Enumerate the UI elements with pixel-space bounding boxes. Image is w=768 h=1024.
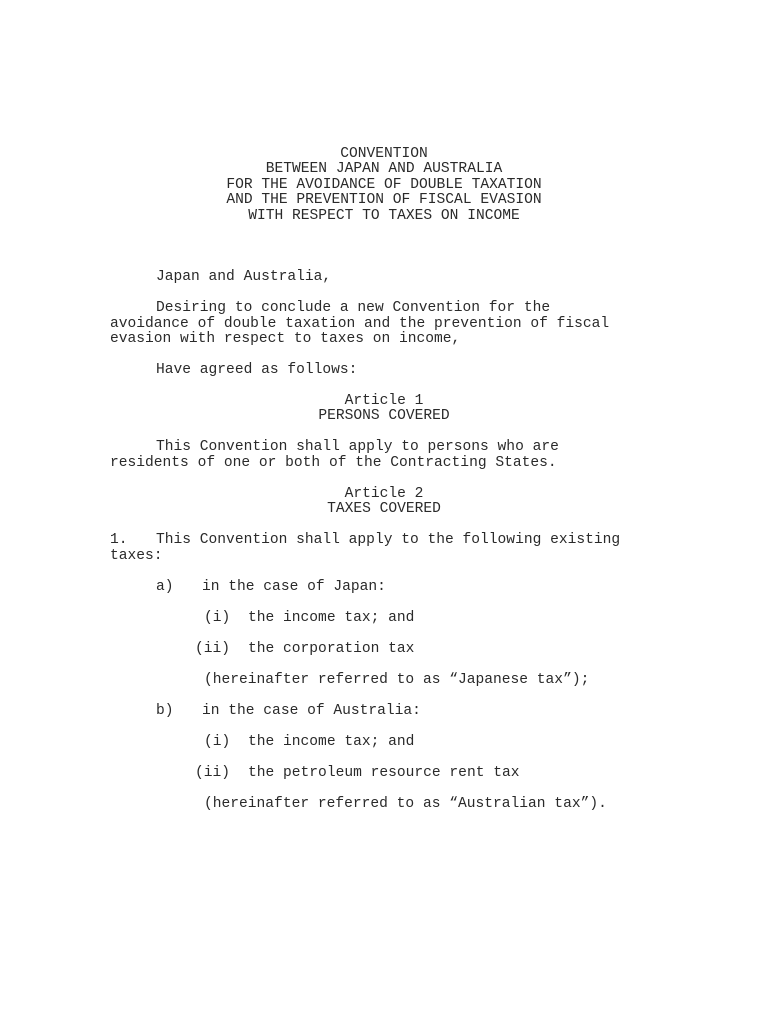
item-a-i-text: the income tax; and — [248, 610, 415, 626]
item-a-ii-text: the corporation tax — [248, 641, 415, 657]
desiring-line-1: Desiring to conclude a new Convention for the — [156, 300, 551, 316]
title-line-5: WITH RESPECT TO TAXES ON INCOME — [248, 208, 520, 224]
title-line-3: FOR THE AVOIDANCE OF DOUBLE TAXATION — [226, 177, 542, 193]
article-2-subheading: TAXES COVERED — [327, 501, 441, 517]
item-a-ii-number: (ii) — [195, 641, 231, 657]
item-b-text: in the case of Australia: — [202, 703, 421, 719]
parties-line: Japan and Australia, — [156, 269, 332, 285]
item-a-text: in the case of Japan: — [202, 579, 386, 595]
item-a-label: a) — [156, 579, 174, 595]
paragraph-1-line-2: taxes: — [110, 548, 163, 564]
desiring-line-3: evasion with respect to taxes on income, — [110, 331, 461, 347]
item-a-i-number: (i) — [204, 610, 231, 626]
article-1-text-line-1: This Convention shall apply to persons who are — [156, 439, 559, 455]
title-line-2: BETWEEN JAPAN AND AUSTRALIA — [265, 161, 503, 177]
item-a-note: (hereinafter referred to as “Japanese tax”); — [204, 672, 590, 688]
item-b-label: b) — [156, 703, 174, 719]
article-1-text-line-2: residents of one or both of the Contracting States. — [110, 455, 557, 471]
agreed-line: Have agreed as follows: — [156, 362, 358, 378]
item-b-note: (hereinafter referred to as “Australian tax”). — [204, 796, 607, 812]
article-1-subheading: PERSONS COVERED — [318, 408, 450, 424]
title-line-1: CONVENTION — [340, 146, 428, 162]
paragraph-1-line-1: This Convention shall apply to the following existing — [156, 532, 621, 548]
desiring-line-2: avoidance of double taxation and the prevention of fiscal — [110, 316, 610, 332]
article-2-heading: Article 2 — [344, 486, 424, 502]
item-b-i-text: the income tax; and — [248, 734, 415, 750]
item-b-ii-number: (ii) — [195, 765, 231, 781]
title-line-4: AND THE PREVENTION OF FISCAL EVASION — [226, 192, 542, 208]
item-b-ii-text: the petroleum resource rent tax — [248, 765, 520, 781]
item-b-i-number: (i) — [204, 734, 231, 750]
paragraph-1-number: 1. — [110, 532, 128, 548]
article-1-heading: Article 1 — [344, 393, 424, 409]
